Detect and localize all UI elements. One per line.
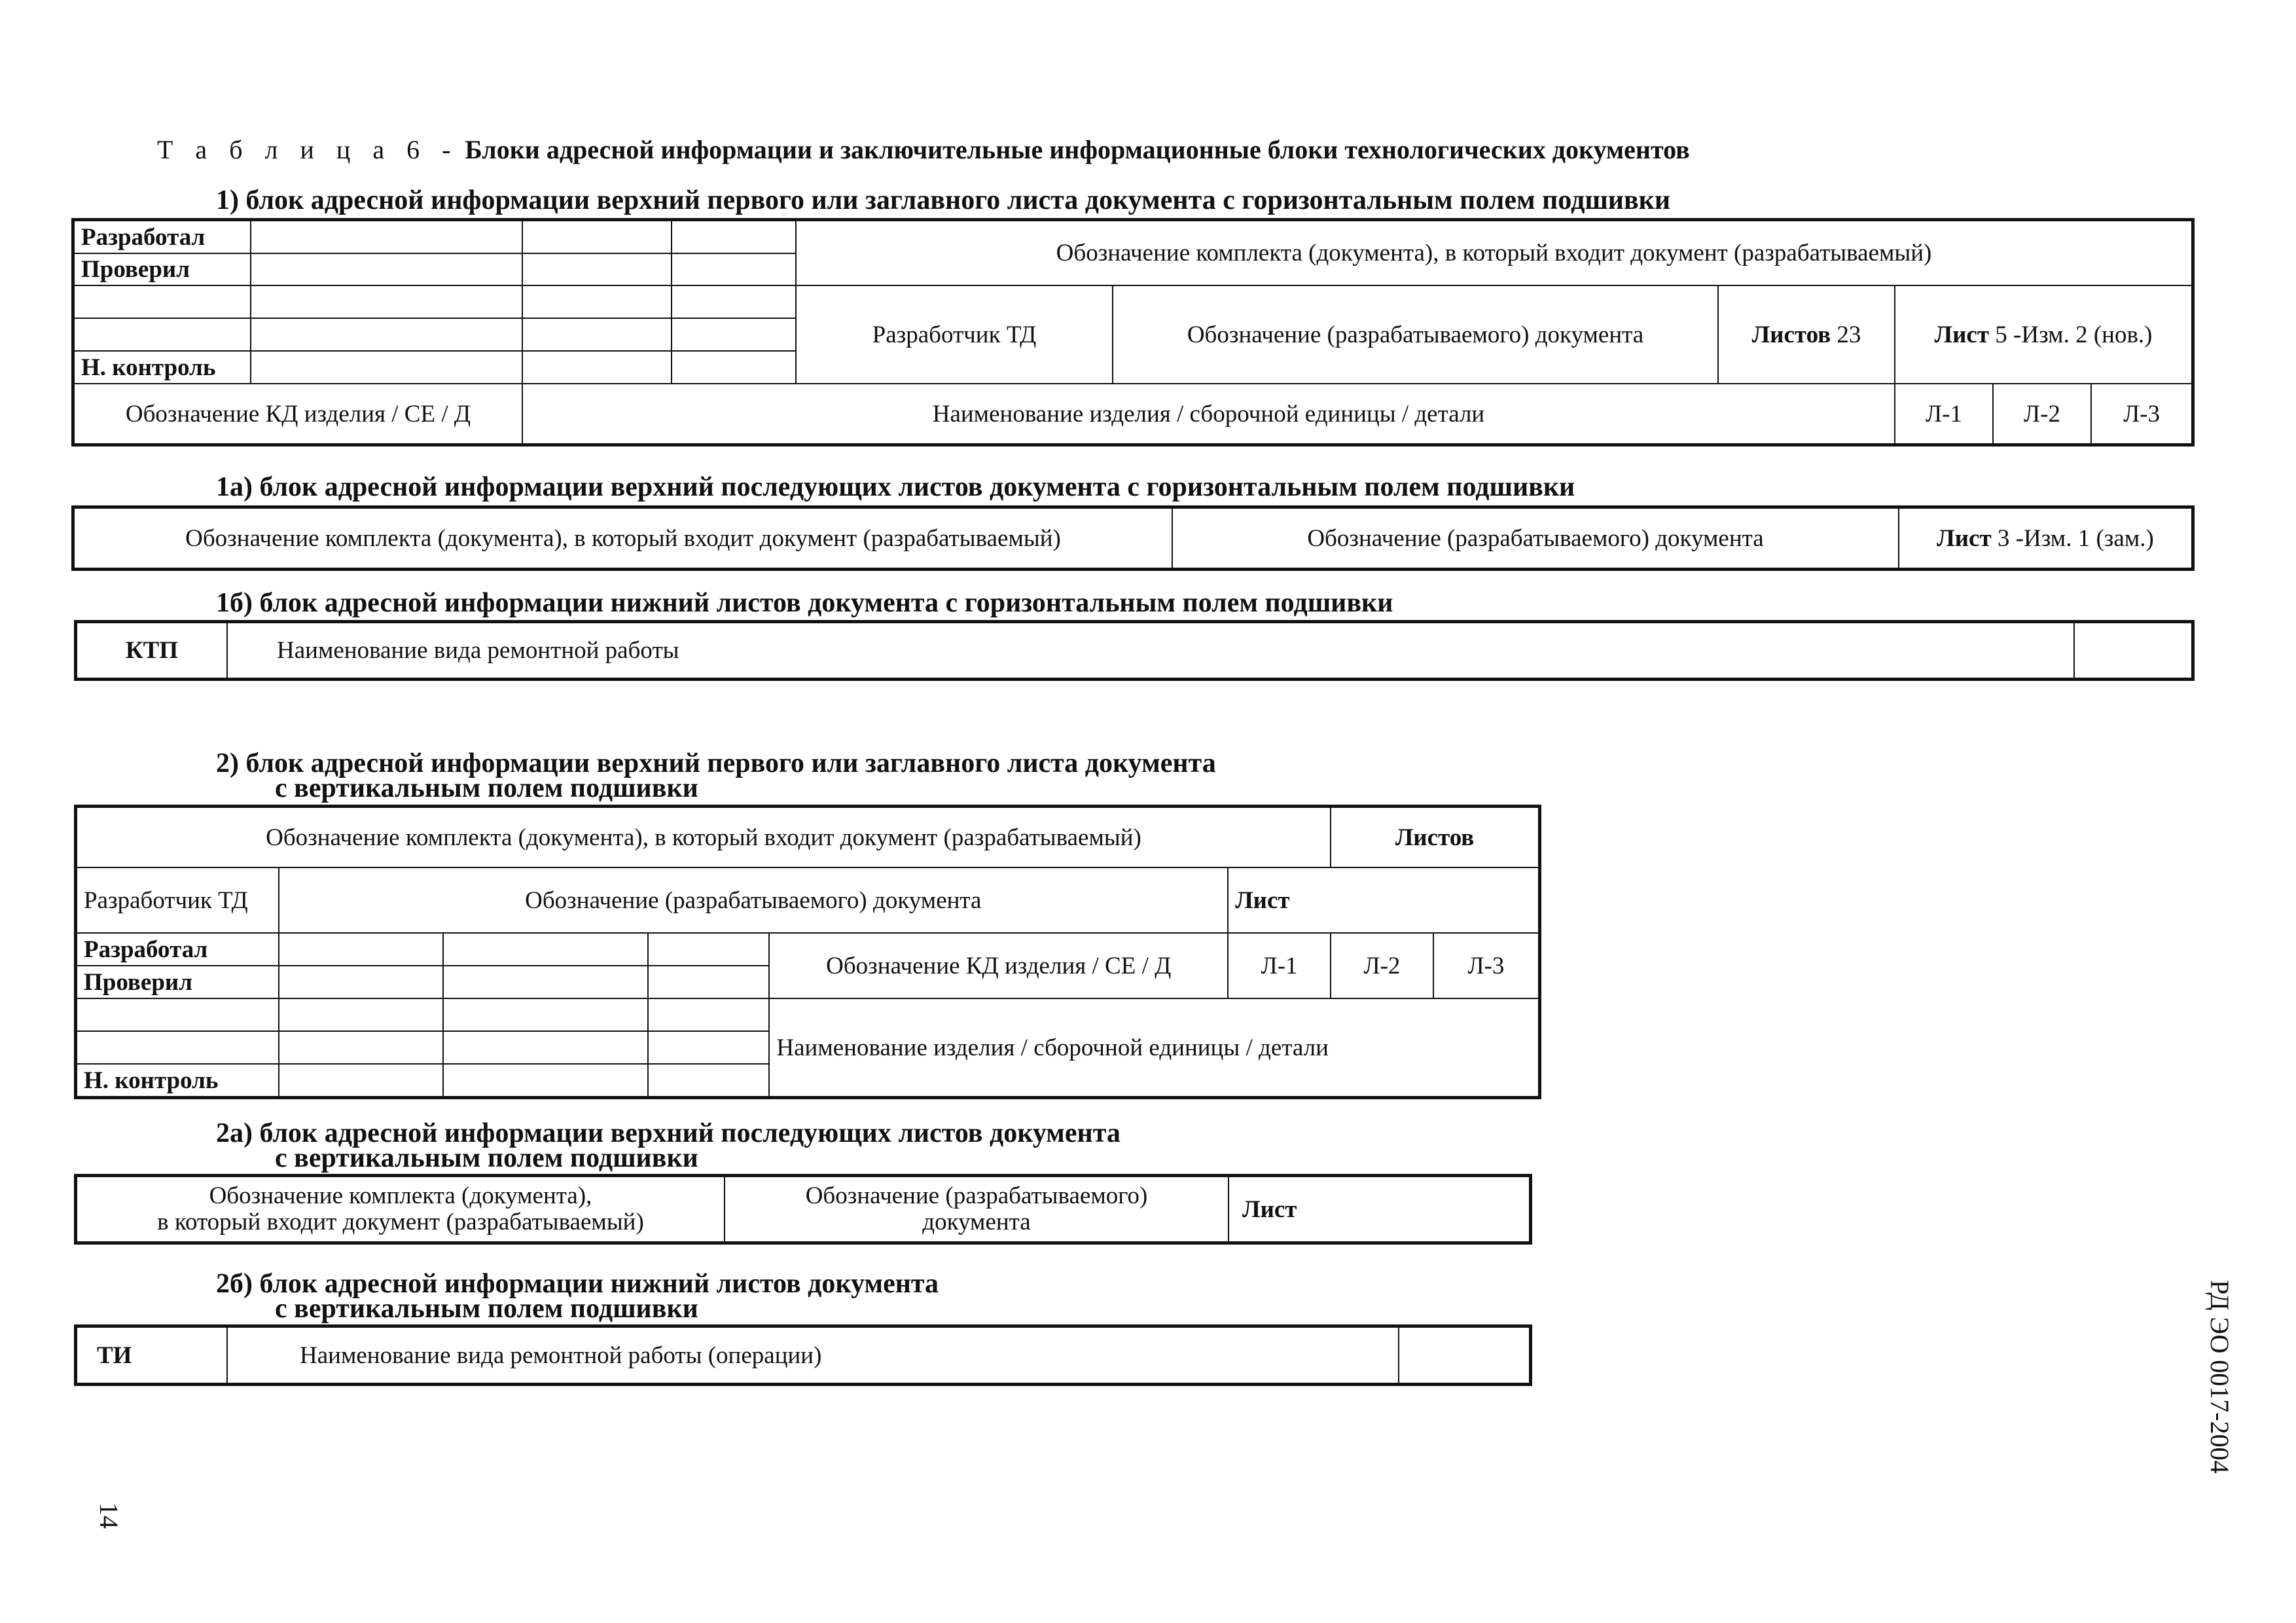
listov-cell xyxy=(1718,285,1895,384)
table-1a xyxy=(73,507,2193,569)
table-2b xyxy=(76,1326,1530,1384)
sign-cell xyxy=(648,1031,769,1064)
sign-cell xyxy=(279,1031,443,1064)
sign-cell xyxy=(443,1064,649,1097)
sign-cell xyxy=(522,351,672,384)
empty-cell xyxy=(1399,1327,1530,1383)
oboznachenie-komplekta: Обозначение комплекта (документа), в который входит документ (разрабатываемый) xyxy=(77,807,1331,867)
table-2a xyxy=(76,1176,1530,1243)
oboznachenie-komplekta-line2: в который входит документ (разрабатываемый) xyxy=(157,1209,644,1235)
sign-cell xyxy=(522,318,672,351)
razrabotal-label: Разработал xyxy=(74,221,251,253)
oboznachenie-doc xyxy=(725,1176,1229,1242)
listov-label: Листов xyxy=(1751,321,1831,348)
sign-cell xyxy=(77,998,279,1031)
n-kontrol-label: Н. контроль xyxy=(74,351,251,384)
list-label: Лист xyxy=(1228,867,1539,933)
naimenovanie-izdeliya: Наименование изделия / сборочной единицы / детали xyxy=(522,384,1895,444)
oboznachenie-komplekta: Обозначение комплекта (документа), в который входит документ (разрабатываемый) xyxy=(74,508,1172,568)
l2-cell: Л-2 xyxy=(1993,384,2091,444)
sign-cell xyxy=(648,998,769,1031)
oboznachenie-kd: Обозначение КД изделия / СЕ / Д xyxy=(74,384,522,444)
oboznachenie-komplekta-line1: Обозначение комплекта (документа), xyxy=(209,1182,592,1209)
list-cell xyxy=(1899,508,2192,568)
l1-cell: Л-1 xyxy=(1228,933,1331,998)
list-value: 5 -Изм. 2 (нов.) xyxy=(1995,321,2153,348)
razrabotal-label: Разработал xyxy=(77,933,279,966)
proveril-label: Проверил xyxy=(77,966,279,998)
l1-cell: Л-1 xyxy=(1895,384,1993,444)
l3-cell: Л-3 xyxy=(2091,384,2192,444)
sign-cell xyxy=(74,318,251,351)
razrabotchik-td: Разработчик ТД xyxy=(77,867,279,933)
oboznachenie-doc: Обозначение (разрабатываемого) документа xyxy=(279,867,1229,933)
table-caption-title: Блоки адресной информации и заключительные информационные блоки технологических документов xyxy=(465,135,1690,164)
sign-cell xyxy=(279,933,443,966)
sign-cell xyxy=(672,253,796,285)
heading-2a-line1: 2а) блок адресной информации верхний последующих листов документа xyxy=(216,1118,1121,1148)
sign-cell xyxy=(522,285,672,318)
page-number: 14 xyxy=(94,1503,124,1529)
table-1 xyxy=(73,220,2193,445)
sign-cell xyxy=(443,966,649,998)
listov-label: Листов xyxy=(1331,807,1539,867)
sign-cell xyxy=(443,933,649,966)
table-caption-prefix: Т а б л и ц а 6 - xyxy=(157,135,459,164)
heading-2a-line2: с вертикальным полем подшивки xyxy=(275,1143,698,1173)
oboznachenie-komplekta xyxy=(77,1176,725,1242)
list-label: Лист xyxy=(1934,321,1990,348)
sign-cell xyxy=(251,221,522,253)
oboznachenie-kd: Обозначение КД изделия / СЕ / Д xyxy=(769,933,1228,998)
sign-cell xyxy=(648,966,769,998)
sign-cell xyxy=(672,318,796,351)
sign-cell xyxy=(251,351,522,384)
l2-cell: Л-2 xyxy=(1331,933,1433,998)
heading-2-line2: с вертикальным полем подшивки xyxy=(275,773,698,803)
sign-cell xyxy=(522,221,672,253)
sign-cell xyxy=(648,933,769,966)
heading-2b xyxy=(216,1269,939,1324)
sign-cell xyxy=(443,1031,649,1064)
n-kontrol-label: Н. контроль xyxy=(77,1064,279,1097)
ktp-cell: КТП xyxy=(77,623,227,678)
naimenovanie-remonta-op: Наименование вида ремонтной работы (операции) xyxy=(227,1327,1399,1383)
sign-cell xyxy=(522,253,672,285)
naimenovanie-izdeliya: Наименование изделия / сборочной единицы / детали xyxy=(769,998,1539,1097)
empty-cell xyxy=(2074,623,2192,678)
doc-code: РД ЭО 0017-2004 xyxy=(2205,1280,2234,1474)
sign-cell xyxy=(279,998,443,1031)
naimenovanie-remonta: Наименование вида ремонтной работы xyxy=(227,623,2074,678)
sign-cell xyxy=(672,351,796,384)
heading-2a xyxy=(216,1118,1121,1173)
proveril-label: Проверил xyxy=(74,253,251,285)
sign-cell xyxy=(77,1031,279,1064)
sign-cell xyxy=(74,285,251,318)
oboznachenie-doc: Обозначение (разрабатываемого) документа xyxy=(1172,508,1899,568)
sign-cell xyxy=(251,253,522,285)
listov-value: 23 xyxy=(1837,321,1861,348)
heading-2b-line1: 2б) блок адресной информации нижний листов документа xyxy=(216,1269,939,1299)
heading-2b-line2: с вертикальным полем подшивки xyxy=(275,1294,698,1324)
list-label: Лист xyxy=(1937,524,1992,552)
table-1b xyxy=(76,622,2193,679)
sign-cell xyxy=(648,1064,769,1097)
oboznachenie-doc: Обозначение (разрабатываемого) документа xyxy=(1113,285,1718,384)
oboznachenie-doc-line2: документа xyxy=(922,1209,1031,1235)
ti-cell: ТИ xyxy=(77,1327,227,1383)
list-label: Лист xyxy=(1229,1176,1530,1242)
sign-cell xyxy=(672,285,796,318)
list-cell xyxy=(1895,285,2192,384)
heading-1a: 1а) блок адресной информации верхний последующих листов документа с горизонтальным полем подшивки xyxy=(216,472,1575,502)
sign-cell xyxy=(251,318,522,351)
heading-2 xyxy=(216,748,1216,803)
sign-cell xyxy=(279,1064,443,1097)
heading-2-line1: 2) блок адресной информации верхний первого или заглавного листа документа xyxy=(216,748,1216,778)
table-2 xyxy=(76,807,1539,1097)
sign-cell xyxy=(251,285,522,318)
sign-cell xyxy=(279,966,443,998)
oboznachenie-komplekta: Обозначение комплекта (документа), в который входит документ (разрабатываемый) xyxy=(796,221,2192,285)
razrabotchik-td: Разработчик ТД xyxy=(796,285,1113,384)
sign-cell xyxy=(443,998,649,1031)
l3-cell: Л-3 xyxy=(1433,933,1539,998)
heading-1b: 1б) блок адресной информации нижний листов документа с горизонтальным полем подшивки xyxy=(216,588,1393,618)
list-value: 3 -Изм. 1 (зам.) xyxy=(1997,524,2154,552)
table-caption xyxy=(157,134,1690,165)
heading-1: 1) блок адресной информации верхний первого или заглавного листа документа с горизонтальным полем подшивки xyxy=(216,185,1671,215)
oboznachenie-doc-line1: Обозначение (разрабатываемого) xyxy=(805,1182,1148,1209)
sign-cell xyxy=(672,221,796,253)
